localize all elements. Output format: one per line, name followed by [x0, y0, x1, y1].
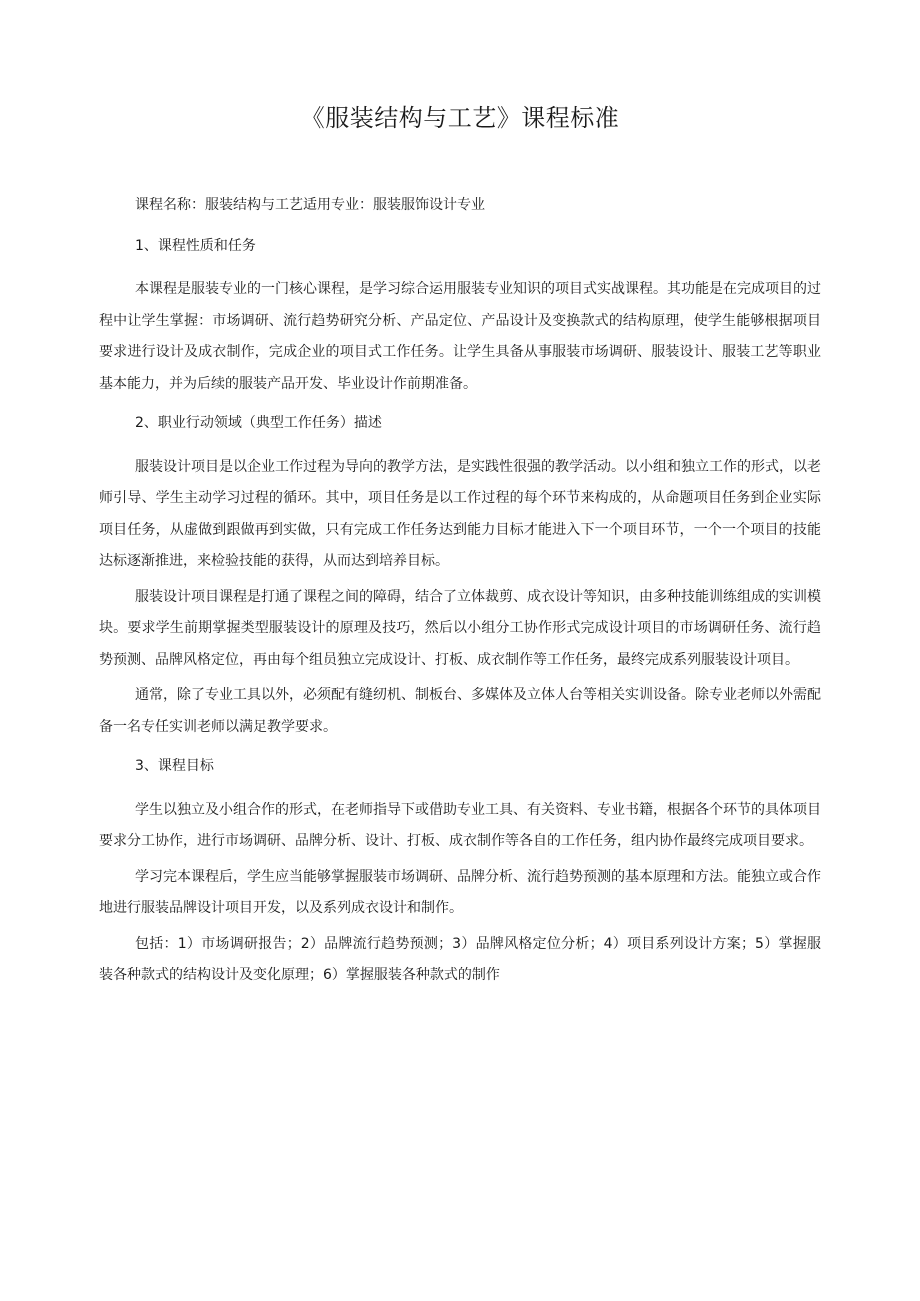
section-heading-3: 3、课程目标 — [135, 758, 214, 774]
document-title: 《服装结构与工艺》课程标准 — [300, 104, 620, 132]
section-1-paragraph-1: 本课程是服装专业的一门核心课程，是学习综合运用服装专业知识的项目式实战课程。其功能是在完成项目的过程中让学生掌握：市场调研、流行趋势研究分析、产品定位、产品设计及变换款式的结构原理，使学生能够根据项目要求进行设计及成衣制作，完成企业的项目式工作任务。让学生具备从事服装市场调研、服装设计、服装工艺等职业基本能力，并为后续的服装产品开发、毕业设计作前期准备。 — [99, 281, 821, 392]
section-heading-2: 2、职业行动领域（典型工作任务）描述 — [135, 415, 382, 431]
document-body — [99, 190, 821, 992]
section-heading-1: 1、课程性质和任务 — [135, 237, 256, 254]
course-info: 课程名称：服装结构与工艺适用专业：服装服饰设计专业 — [135, 197, 485, 213]
section-2-paragraph-1: 服装设计项目是以企业工作过程为导向的教学方法，是实践性很强的教学活动。以小组和独立工作的形式，以老师引导、学生主动学习过程的循环。其中，项目任务是以工作过程的每个环节来构成的，从命题项目任务到企业实际项目任务，从虚做到跟做再到实做，只有完成工作任务达到能力目标才能进入下一个项目环节，一个一个项目的技能达标逐渐推进，来检验技能的获得，从而达到培养目标。 — [99, 458, 821, 569]
section-3-paragraph-3: 包括：1）市场调研报告；2）品牌流行趋势预测；3）品牌风格定位分析；4）项目系列设计方案；5）掌握服装各种款式的结构设计及变化原理；6）掌握服装各种款式的制作 — [99, 935, 821, 983]
section-2-paragraph-2: 服装设计项目课程是打通了课程之间的障碍，结合了立体裁剪、成衣设计等知识，由多种技能训练组成的实训模块。要求学生前期掌握类型服装设计的原理及技巧，然后以小组分工协作形式完成设计项目的市场调研任务、流行趋势预测、品牌风格定位，再由每个组员独立完成设计、打板、成衣制作等工作任务，最终完成系列服装设计项目。 — [99, 588, 821, 668]
section-2-paragraph-3: 通常，除了专业工具以外，必须配有缝纫机、制板台、多媒体及立体人台等相关实训设备。除专业老师以外需配备一名专任实训老师以满足教学要求。 — [99, 687, 821, 735]
section-3-paragraph-1: 学生以独立及小组合作的形式，在老师指导下或借助专业工具、有关资料、专业书籍，根据各个环节的具体项目要求分工协作，进行市场调研、品牌分析、设计、打板、成衣制作等各自的工作任务，组内协作最终完成项目要求。 — [99, 801, 821, 849]
section-3-paragraph-2: 学习完本课程后，学生应当能够掌握服装市场调研、品牌分析、流行趋势预测的基本原理和方法。能独立或合作地进行服装品牌设计项目开发，以及系列成衣设计和制作。 — [99, 868, 821, 916]
